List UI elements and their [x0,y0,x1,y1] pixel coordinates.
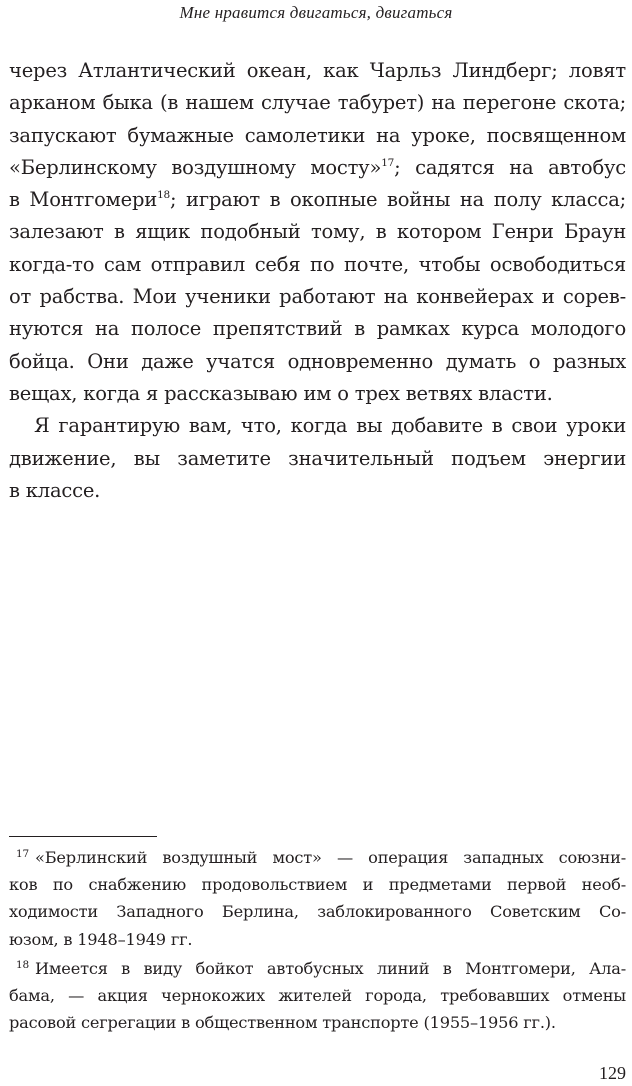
text-fragment: «Берлинский воздушный мост» — операция западных союзни- [35,848,626,867]
footnote-line: 18 Имеется в виду бойкот автобусных линий в Монтгомери, Ала- [16,958,626,978]
paragraph-2 [9,410,626,507]
text-line: запускают бумажные самолетики на уроке, посвященном [9,123,626,147]
footnote-separator [9,836,157,837]
footnote-line: 17 «Берлинский воздушный мост» — операция западных союзни- [16,848,626,867]
running-head: Мне нравится двигаться, двигаться [179,3,453,22]
text-fragment: ; садятся на автобус [394,155,626,179]
footnote-17 [9,844,626,953]
footnote-line: бама, — акция чернокожих жителей города, требовавших отмены [9,986,626,1006]
text-line: от рабства. Мои ученики работают на конвейерах и сорев- [9,285,626,309]
text-fragment: ; играют в окопные войны на полу класса; [170,188,626,212]
text-fragment: «Берлинскому воздушному мосту» [9,155,382,179]
footnote-line: ков по снабжению продовольствием и предметами первой необ- [9,875,626,895]
text-fragment: в Монтгомери [9,188,158,212]
text-line: через Атлантический океан, как Чарльз Линдберг; ловят [9,59,626,82]
footnote-line: юзом, в 1948–1949 гг. [9,929,193,949]
text-fragment: Имеется в виду бойкот автобусных линий в Монтгомери, Ала- [35,958,626,978]
text-line: когда-то сам отправил себя по почте, чтобы освободиться [9,252,626,276]
footnote-ref-18[interactable]: 18 [157,189,171,202]
main-text [9,55,626,507]
footnotes [9,844,626,1036]
text-line [9,184,626,216]
text-line: нуются на полосе препятствий в рамках курса молодого [9,317,626,341]
text-line: Я гарантирую вам, что, когда вы добавите в свои уроки [34,414,626,438]
text-line: залезают в ящик подобный тому, в котором Генри Браун [9,220,626,244]
text-line: в классе. [9,478,101,502]
footnote-18 [9,955,626,1037]
text-line: вещах, когда я рассказываю им о трех ветвях власти. [9,381,553,405]
page-number: 129 [599,1063,626,1083]
text-line: движение, вы заметите значительный подъем энергии [9,446,626,470]
paragraph-1 [9,55,626,410]
footnote-line: расовой сегрегации в общественном транспорте (1955–1956 гг.). [9,1013,556,1033]
text-line [9,152,626,184]
text-line: арканом быка (в нашем случае табурет) на перегоне скота; [9,91,626,115]
footnote-line: ходимости Западного Берлина, заблокированного Советским Со- [9,902,626,922]
text-line: бойца. Они даже учатся одновременно думать о разных [9,349,626,373]
footnote-ref-17[interactable]: 17 [381,156,395,169]
